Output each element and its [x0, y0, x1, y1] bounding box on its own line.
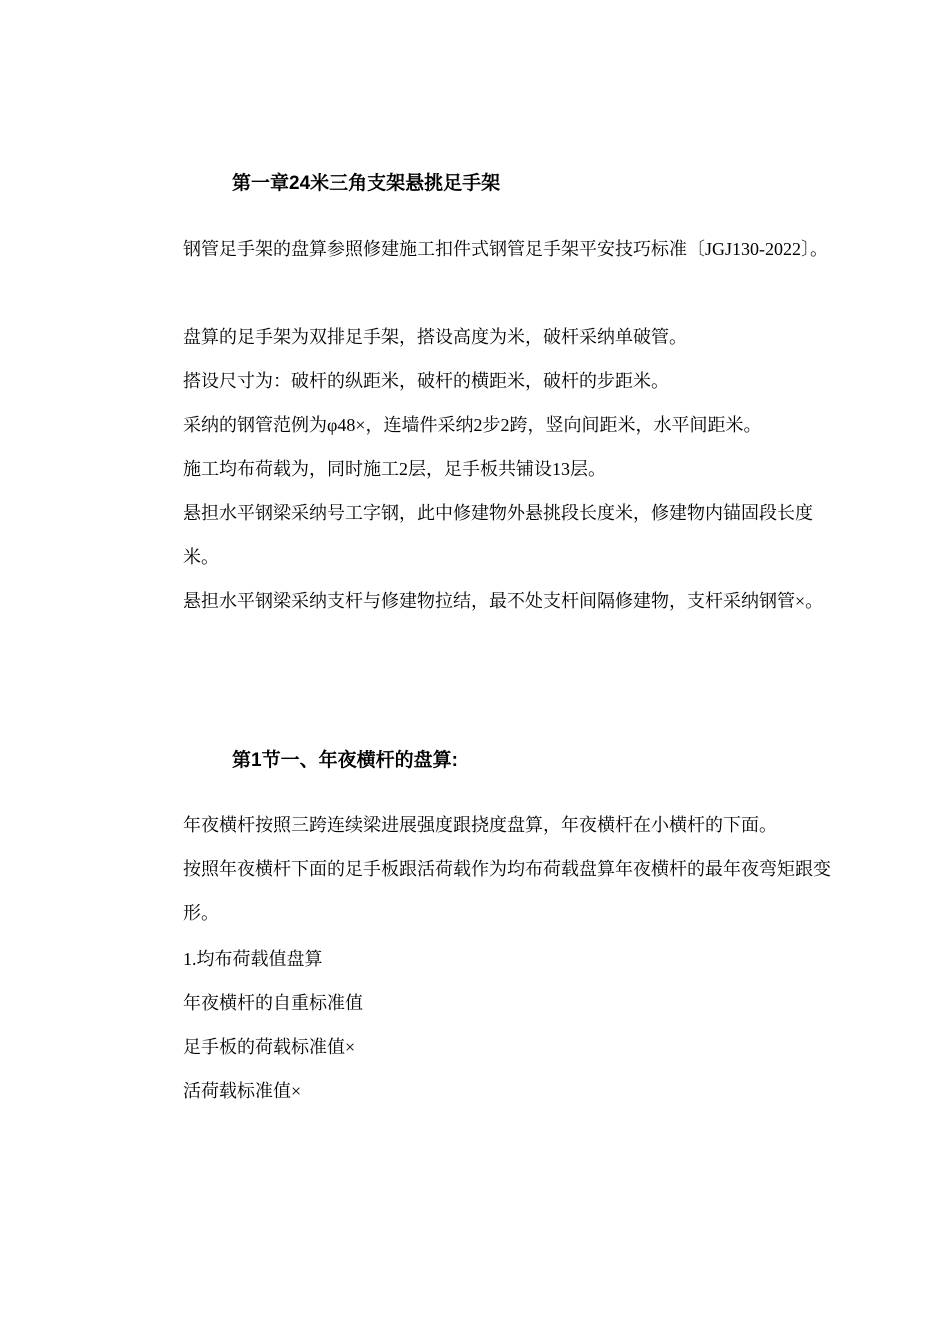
paragraph-steel-pipe: 采纳的钢管范例为φ48×，连墙件采纳2步2跨，竖向间距米，水平间距米。	[183, 415, 762, 435]
line-live-load: 活荷载标准值×	[183, 1081, 302, 1101]
paragraph-support-rod: 悬担水平钢梁采纳支杆与修建物拉结，最不处支杆间隔修建物，支杆采纳钢管×。	[183, 591, 824, 611]
paragraph-beam-calc: 年夜横杆按照三跨连续梁进展强度跟挠度盘算，年夜横杆在小横杆的下面。	[183, 815, 777, 835]
paragraph-moment-calc: 按照年夜横杆下面的足手板跟活荷载作为均布荷载盘算年夜横杆的最年夜弯矩跟变形。	[183, 859, 831, 923]
paragraph-load: 施工均布荷载为，同时施工2层，足手板共铺设13层。	[183, 459, 606, 479]
paragraph-dimensions: 搭设尺寸为：破杆的纵距米，破杆的横距米，破杆的步距米。	[183, 371, 669, 391]
paragraph-scaffold-type: 盘算的足手架为双排足手架，搭设高度为米，破杆采纳单破管。	[183, 327, 687, 347]
chapter-title: 第一章24米三角支架悬挑足手架	[232, 173, 501, 194]
line-board-load: 足手板的荷载标准值×	[183, 1037, 356, 1057]
line-load-calc: 1.均布荷载值盘算	[183, 949, 323, 969]
line-self-weight: 年夜横杆的自重标准值	[183, 993, 363, 1013]
paragraph-steel-beam: 悬担水平钢梁采纳号工字钢，此中修建物外悬挑段长度米，修建物内锚固段长度米。	[183, 503, 813, 567]
paragraph-standard: 钢管足手架的盘算参照修建施工扣件式钢管足手架平安技巧标准〔JGJ130-2022〕。	[183, 239, 828, 259]
section-title: 第1节一、年夜横杆的盘算:	[232, 750, 458, 771]
